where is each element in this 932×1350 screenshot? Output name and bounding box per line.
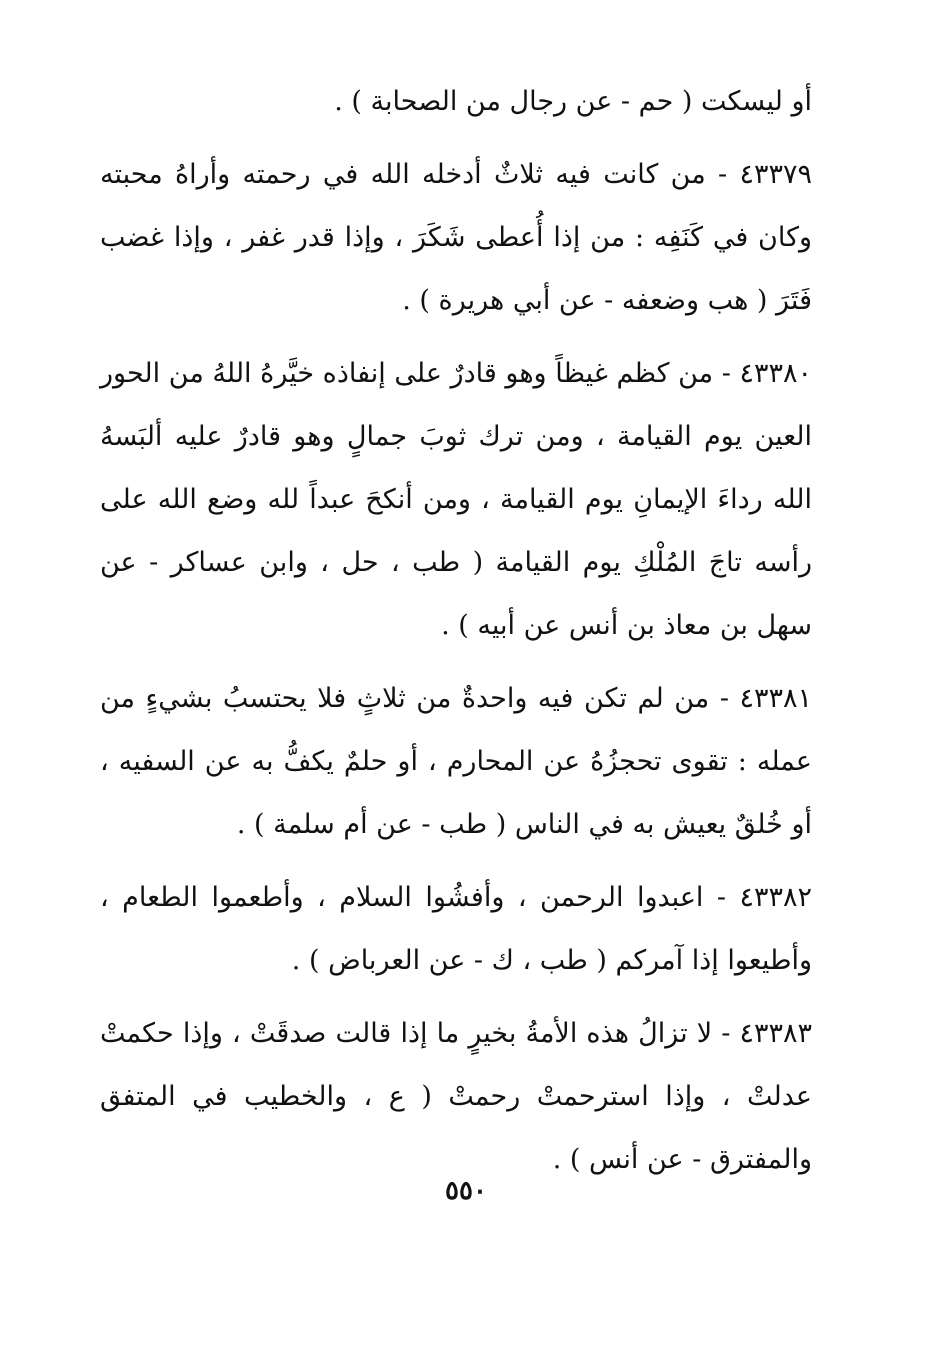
page-body <box>100 70 812 1201</box>
hadith-43383: ٤٣٣٨٣ - لا تزالُ هذه الأمةُ بخيرٍ ما إذا قالت صدقَتْ ، وإذا حكمتْ عدلتْ ، وإذا استرحمتْ رحمتْ ( ع ، والخطيب في المتفق والمفترق - عن أنس ) . <box>100 1018 812 1175</box>
hadith-43379: ٤٣٣٧٩ - من كانت فيه ثلاثٌ أدخله الله في رحمته وأراهُ محبته وكان في كَنَفِه : من إذا أُعطى شَكَرَ ، وإذا قدر غفر ، وإذا غضب فَتَرَ ( هب وضعفه - عن أبي هريرة ) . <box>100 159 812 316</box>
page-number: ٥٥٠ <box>445 1176 487 1206</box>
hadith-43380: ٤٣٣٨٠ - من كظم غيظاً وهو قادرٌ على إنفاذه خيَّرهُ اللهُ من الحور العين يوم القيامة ، ومن ترك ثوبَ جمالٍ وهو قادرٌ عليه ألبَسهُ الله رداءَ الإيمانِ يوم القيامة ، ومن أنكحَ عبداً لله وضع الله على رأسه تاجَ المُلْكِ يوم القيامة ( طب ، حل ، وابن عساكر - عن سهل بن معاذ بن أنس عن أبيه ) . <box>100 358 812 641</box>
hadith-43382: ٤٣٣٨٢ - اعبدوا الرحمن ، وأفشُوا السلام ، وأطعموا الطعام ، وأطيعوا إذا آمركم ( طب ، ك - عن العرباض ) . <box>100 882 812 976</box>
continuation-line: أو ليسكت ( حم - عن رجال من الصحابة ) . <box>334 86 812 117</box>
hadith-43381: ٤٣٣٨١ - من لم تكن فيه واحدةٌ من ثلاثٍ فلا يحتسبُ بشيءٍ من عمله : تقوى تحجزُهُ عن المحارم ، أو حلمٌ يكفُّ به عن السفيه ، أو خُلقٌ يعيش به في الناس ( طب - عن أم سلمة ) . <box>100 683 812 840</box>
